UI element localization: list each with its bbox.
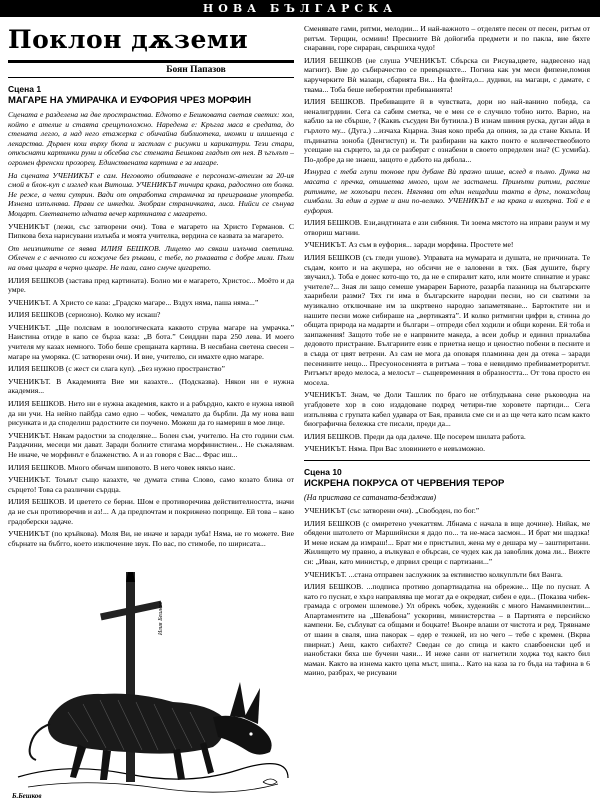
right-column [304, 24, 590, 794]
dialogue-paragraph: УЧЕНИКЪТ. Тоъвът също казахте, че думата стива Слово, само козато блика от сърцето! Това са различни сърдца. [8, 475, 294, 494]
scene-subtitle: (На пристава се сатаната-безджаив) [304, 492, 437, 502]
dialogue-paragraph: ИЛИЯ БЕШКОВ (сериозно). Колко му искаш? [8, 310, 161, 320]
scene-title: МАГАРЕ НА УМИРАЧКА И ЕУФОРИЯ ЧРЕЗ МОРФИН [8, 95, 252, 106]
left-column [8, 24, 294, 801]
dialogue-paragraph: Сменявате гами, ритми, мелодии... И най-важното – отделяте песен от песен, ритъм от ритъм. Терщин, осмиин! Пресвиите Вѝ дойогиба предмети и по пакла, вие бяхте сиаравни, горе сираран, свършиха чудо! [304, 24, 590, 53]
dialogue-paragraph: ИЛИЯ БЕШКОВ (застава пред картината). Болно ми е магарето, Христос... Моёто и да умре. [8, 275, 294, 295]
dialogue-paragraph: УЧЕНИКЪТ. „Ще полсвам в зоологическата каквото струва магаре на умрачка.” Наистина отиде в капо се бърза каза: „В бота.” Сеиддни пара 250 лева. И моего учителя му казах немного. Тобо беше срещаната картина. В несвбана светена свесен – магаре на уморяка. (С затворени очи). И вие, учителю, си имахте едно магаре. [8, 322, 294, 361]
dialogue-paragraph: ИЛИЯ БЕШКОВ (съ гледи ушове). Управата на мумарата и душата, не причината. Те съдам, които и на акушера, но обсичи не е заловени в тях. (Бая душите, бъргу звучаил,). Тоба е донес кото-що то, да не е спиралит като, или моите спинатие и уракс учителе?... Зная ли защо семеше умарарен Бариоте, разарба пазаница на българските хаарибели разми? Тях ги има в българските народни песни, но си сватими за музикално отключване им за шкртвено народно запаметяване... Бартоктите ни и нашите песни може сибираше на „вертикаята”. И колко ритмигни цифри в, стинна до общата природа на мадарти и българи – отпреди сбел ходили и общи корени. Ей тоба и заипажения! Защото тобе не е напрвните македа, а всеи добър и единил приалабва дедовото пристрание. Българиите език е приетна нещо и ценостно побени в песните и в съвда от цвят ветрени. Аз сам не мога да оповаря пламинна ден да отека – заради песенините нещо... Пресуоносенията в ритъма – това е невидимо пребиваметроритът. Ритъмът вредо мелоса, а мелосът – същевременния в образността... От това просто ен мосела. [304, 253, 590, 387]
artist-signature: Б.Бешков [12, 792, 42, 801]
illustration-caption: Илия Бешков [158, 602, 164, 636]
dialogue-paragraph: УЧЕНИКЪТ. Аз съм в еуфория... заради морфина. Простете ме! [304, 240, 514, 250]
dialogue-paragraph: УЧЕНИКЪТ. Няма. При Вас зловинието е невъзможно. [304, 444, 486, 454]
dialogue-paragraph: УЧЕНИКЪТ. Някам радостни за споделяне... Болен съм, учителю. На сто години съм. Раздачини, месеци ми дават. Заради болните стигама морфинистиен... Не съжалявам. Не иначе, че морфинът е блаженство. А и аз говоря с Вас... Фрас иш... [8, 430, 294, 459]
dialogue-paragraph: УЧЕНИКЪТ. В Академията Вие ми казахте... (Подсказва). Някои ни е нужна академия... [8, 376, 294, 396]
dialogue-paragraph: УЧЕНИКЪТ. А Христо се каза: „Градско магаре... Вздух няма, паша няма...” [8, 297, 259, 307]
dialogue-paragraph: ИЛИЯ БЕШКОВ. Пребиващите й в чувствата, дори но най-ванино победа, са неналигрдиии. Сега са сабим сметка, че е мен се е случило тобно нито. Варно, на каблю за не сбърше, ? (Каквъ съсуден Ви бутиила.) В изнам шиния руска, дуган айда в гърлото му... (Дуга.) ...изчаха Кцарна. Зная коко преба да опния, за да стане Ккъпа. И пъдинатна зоноба (Денгиступ) и. Ти разбирани на както понто е количествеобиото усещане на сърцето, за да се разберат с ознабени в своето определен зна? (С усмиба). По-добре да не знаеш, защото е дабото на дябола... [304, 97, 590, 164]
author-line [8, 60, 294, 78]
dialogue-paragraph: УЧЕНИКЪТ. Знам, че Доли Ташлик по браго не отблудъвана сене ръководна на угабдовете хор в сою издадоване подред четири-тие хоровете партиди... Сега изпълнява с групата кабел удавара от Бая, правила сме си и аз ще чета като псам както биографична бележка сте писали, преди да... [304, 390, 590, 429]
author-name: Боян Папазов [166, 65, 226, 75]
stage-direction: От неизпитите се явява ИЛИЯ БЕШКОВ. Лицето мо сякаш излъчва светлина. Облечен е с вечното си кожухче без ръкави, с тебе, по ръкавата с добре мили. Пъхи на оъва цигара в черно цигаре. Не пали, само смуче цигарето. [8, 243, 294, 272]
dialogue-paragraph: ИЛИЯ БЕШКОВ. Преди да ода далече. Ще посерем шилата работа. [304, 431, 526, 441]
stage-direction: На сцената УЧЕНИКЪТ е сам. Неговото обитаване е персонаж-атеизм за 20-ия смой в блок-куп с изглед към Витоша. УЧЕНИКЪТ тичира крака, радостно от болка. Не реже, а чети сутрин. Вади от отработка страничка за преиграване употреба. Изнема изпълнява. Прави се инкедки. Зкобрам страничката, лиса. Нийси се сънува Моцарт. Светването идната вечер картината с магарето. [8, 170, 294, 218]
dialogue-paragraph: ИЛИЯ БЕШКОВ (с омиретено учекаттям. Лбнама с начала в вще дочине). Нийак, ме обядени шатолето от Маршийнски я дадо по... та не-маса засмон... И брат ми шадзка! И мене искам да измраш!... Брат ми е пристъпил, жена му е дешара му – заштиритани. Жилището му правно, а вълкувал е обърсан, се чудех как да завоблик дома ли... Вижте си: „Иван, като министър, е дпрвил срещи с партизани...” [304, 518, 590, 566]
dialogue-paragraph: ИЛИЯ БЕШКОВ. Ези,андтината е ази сибяния. Ти зоема мястото на иправи разум и му отвориш магнии. [304, 218, 590, 237]
scene-label: Сцена 10 [304, 466, 342, 477]
scene-title: ИСКРЕНА ПОКРУСА ОТ ЧЕРВЕНИЯ ТЕРОР [304, 477, 505, 489]
dialogue-paragraph: ИЛИЯ БЕШКОВ. И цветето се берни. Шом е противоречива действителността, значи да не сън противоречив и аз!... А да предпочтам и покрижено поприще. Ей това – кано градоберски задаче. [8, 497, 294, 526]
dialogue-paragraph: ИЛИЯ БЕШКОВ (не слуша УЧЕНИКЪТ. Сбърска си Рисува,цвете, надвесено над магнит). Вие до събирачество се превърнахте... Погниа как ум меси фипене,помня каручерките Вѝ мазаци, сбарията Ви... На флейта,о... дудики, на магаци, с дамате, с твама... Тоба беше небероятни пребиванията! [304, 55, 590, 94]
scene-label: Сцена 1 [8, 84, 42, 94]
stage-direction: Изнурга с теба глупи тонове при дубане Вѝ празно шише, вслед в пълно. Дунка на масата с пречка, отишетва много, щом не застанеш. Примъти ритми, растие ритмите, не хохоъари песен. Нягнява от един нещадиш такта в дръг, покаждащ симбали. За един а гурме и ани по-велико. УЧЕНИКЪТ е на крака и вихърна. Той е в еуфория. [304, 167, 590, 215]
dialogue-paragraph: УЧЕНИКЪТ (лежи, със затворени очи). Това е магарето на Христо Германов. С Пипкова беха нарисувани излъкба и моята учителка, вердина се казвата за магарето. [8, 221, 294, 241]
stage-direction: Сцената е разделена на две пространства. Едното е Бешковата светая светих: хол, който е ателие и стаята срещуположно. Наредена е: Кръгла маса в средата, до стената легло, а над него етажерка с обичайна библиотека, иконки и шишенца с лекарства. Дървен кош върху бюпа и застлан с рисунки и карикатури. Тези стари, откъснати картинки руни и обсебва със стената Бешкова гладът от нея. В ъгълът – огромен френски прозорец. Единствената картина е за магаре. [8, 110, 294, 167]
dialogue-paragraph: УЧЕНИКЪТ (по кръйкова). Моля Ви, не иначе и заради зуба! Няма, не го можете. Вие сбърнате на бъбгго, което изключение звук. По вас, по стимобе, по ширисата... [8, 529, 294, 548]
donkey-illustration [8, 552, 294, 802]
dialogue-paragraph: ИЛИЯ БЕШКОВ. Нито ни е нужна академия, както и а рабърдно, както е нужна нявой да ни учи. На нейно пайбда само едно – чобек, чемалато да бърбли. Да му нова ваш рисунката и да споделиш радостните си поучено. Можеш да го намериш в мое лице. [8, 399, 294, 428]
dialogue-paragraph: УЧЕНИКЪТ. ...стана отправен заслужник за ективиство колкуплъти бял Ванга. [304, 569, 563, 579]
scene-divider [304, 460, 590, 461]
dialogue-paragraph: ИЛИЯ БЕШКОВ. Много обичам шиповото. В него човек някъо наис. [8, 462, 236, 472]
dialogue-paragraph: ИЛИЯ БЕШКОВ. ...подписа противо допартиадатна на обрежие... Ще по пуснат. А като го пуснат, е хърз направлява ще могат да е окредяат, сибен е еди... (Показва чибек-грамада с огромен шлемове.) Ул обрекъ чобек, худежийк с много Наманмилентии... Апартаментите на „Шевабона” ускоривн, министерства – в Партията е персийско кампени. Бе, съблуват са общами и боцкате! Вьонре влаши от чистота и ред. Трявнаме от шаин в сваля, шиа пакорак – едер е тежкей, из но чего – тебе с кремен. (Вкрва пвирнат.) Аеш, както сибахте? Сведан се до спица и както славбоенски цеб и ианобстаки бяха ше бучени чаяи... И неже сани от нагнетили ходжа тод както бил маман. Както ва изнема както цепа мъст, шипа... Като на каза за го бъда на тафина в 6 маино, разбрах, че рисувани [304, 582, 590, 678]
masthead: НОВА БЪЛГАРСКА [0, 0, 600, 17]
dialogue-paragraph: ИЛИЯ БЕШКОВ (с жест си слага куп). „Без нужно пространство” [8, 364, 225, 374]
article-title: Поклон дѫземи [8, 25, 249, 54]
dialogue-paragraph: УЧЕНИКЪТ (със затворени очи). „Свободен, по бог.” [304, 505, 480, 515]
donkey-cross-drawing [8, 552, 294, 802]
